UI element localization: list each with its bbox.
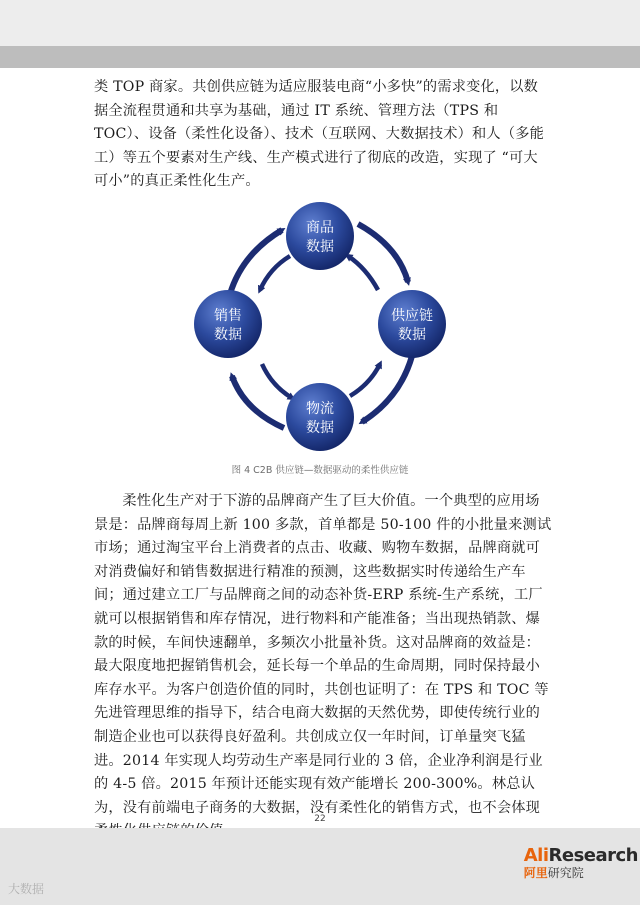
page-number: 22 [314, 814, 326, 824]
svg-text:数据: 数据 [306, 239, 334, 255]
node-sales-data [194, 290, 262, 358]
c2b-supply-chain-figure [190, 198, 450, 456]
paragraph-2: 柔性化生产对于下游的品牌商产生了巨大价值。一个典型的应用场景是：品牌商每周上新 100 多款，首单都是 50-100 件的小批量来测试市场；通过淘宝平台上消费者的点击、收藏、购物车数据，品牌商就可对消费偏好和销售数据进行精准的预测，这些数据实时传递给生产车间；通过建立工厂与品牌商之间的动态补货-ERP 系统-生产系统，工厂就可以根据销售和库存情况，进行物料和产能准备；当出现热销款、爆款的时候，车间快速翻单，多频次小批量补货。这对品牌商的效益是：最大限度地把握销售机会，延长每一个单品的生命周期，同时保持最小库存水平。为客户创造价值的同时，共创也证明了：在 TPS 和 TOC 等先进管理思维的指导下，结合电商大数据的天然优势，即使传统行业的制造企业也可以获得良好盈利。共创成立仅一年时间，订单量突飞猛进。2014 年实现人均劳动生产率是同行业的 3 倍，企业净利润是行业的 4-5 倍。2015 年预计还能实现有效产能增长 200-300%。林总认为，没有前端电子商务的大数据，没有柔性化的销售方式，也不会体现 [94, 493, 552, 816]
svg-text:供应链: 供应链 [391, 308, 433, 324]
figure-caption: 图 4 C2B 供应链—数据驱动的柔性供应链 [231, 465, 409, 476]
cycle-diagram [190, 198, 450, 456]
node-product-data [286, 202, 354, 270]
node-supply-chain-data [378, 290, 446, 358]
svg-text:商品: 商品 [306, 220, 334, 236]
top-band [0, 46, 640, 68]
svg-text:数据: 数据 [306, 420, 334, 436]
node-logistics-data [286, 383, 354, 451]
svg-text:数据: 数据 [398, 327, 426, 343]
logo-english: AliResearch [523, 845, 638, 866]
arrow-top-to-left-inner [260, 256, 290, 290]
arrow-bottom-to-right-inner [350, 364, 380, 396]
arrow-left-to-top [230, 230, 282, 294]
arrow-left-to-bottom-inner [262, 364, 292, 398]
arrow-right-to-top-inner [348, 256, 378, 290]
watermark: 大数据 [8, 882, 45, 896]
svg-text:数据: 数据 [214, 327, 242, 343]
svg-text:物流: 物流 [306, 401, 334, 417]
top-bar [0, 0, 640, 46]
svg-text:销售: 销售 [214, 308, 242, 324]
aliresearch-logo [524, 847, 638, 880]
logo-chinese: 阿里研究院 [523, 866, 584, 880]
arrow-right-to-bottom [362, 356, 412, 422]
paragraph-1: 类 TOP 商家。共创供应链为适应服装电商“小多快”的需求变化，以数据全流程贯通和共享为基础，通过 IT 系统、管理方法（TPS 和 TOC）、设备（柔性化设备）、技术（互联网、大数据技术）和人（多能工）等五个要素对生产线、生产模式进行了彻底的改造，实现了 “可大可小”的真正柔性化生产。 [94, 79, 544, 190]
